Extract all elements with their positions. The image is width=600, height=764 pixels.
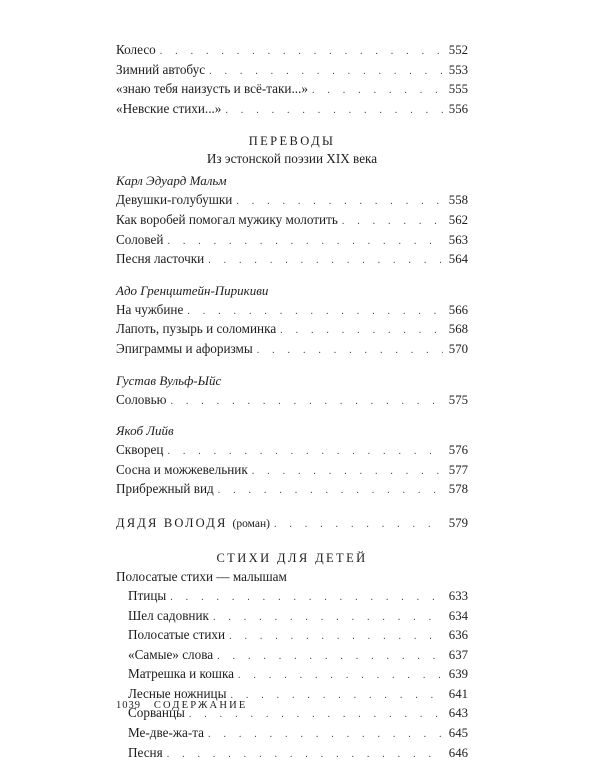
entry-page: 553 (448, 62, 468, 77)
entry-title: Соловью (116, 391, 167, 407)
entry-page: 568 (448, 322, 468, 337)
entry-title: «Самые» слова (128, 646, 214, 662)
dot-leader (187, 300, 443, 322)
entry-title: Песня ласточки (116, 251, 205, 267)
entry-page: 563 (448, 232, 468, 247)
running-title: СОДЕРЖАНИЕ (153, 700, 248, 711)
toc-entry-novel (116, 513, 468, 533)
toc-entry (116, 586, 468, 606)
dot-leader (236, 190, 443, 212)
entry-title: Сорванцы (128, 705, 185, 721)
toc-entry (116, 339, 468, 359)
dot-leader (229, 625, 443, 647)
entry-page: 646 (448, 745, 468, 760)
entry-page: 570 (448, 341, 468, 356)
dot-leader (274, 513, 443, 535)
entry-page: 575 (448, 392, 468, 407)
entry-title: Полосатые стихи (128, 627, 226, 643)
toc-entry (116, 460, 468, 480)
entry-page: 637 (448, 647, 468, 662)
dot-leader (217, 645, 443, 667)
toc-entry (116, 300, 468, 320)
toc-entry (116, 210, 468, 230)
dot-leader (160, 40, 443, 62)
toc-entry (116, 606, 468, 626)
entry-title: Скворец (116, 442, 164, 458)
entry-title: Эпиграммы и афоризмы (116, 340, 253, 356)
dot-leader (208, 249, 443, 271)
toc-entry (116, 390, 468, 410)
dot-leader (312, 79, 443, 101)
toc-column (116, 40, 468, 762)
author-name: Карл Эдуард Мальм (116, 173, 227, 189)
entry-page: 643 (448, 706, 468, 721)
entry-page: 555 (448, 82, 468, 97)
entry-page: 556 (448, 101, 468, 116)
entry-title: Зимний автобус (116, 61, 206, 77)
section-heading-translations: ПЕРЕВОДЫ (248, 134, 336, 149)
dot-leader (238, 664, 443, 686)
dot-leader (213, 606, 443, 628)
dot-leader (225, 99, 443, 121)
author-name: Густав Вульф-Ыйс (116, 372, 222, 388)
toc-entry (116, 479, 468, 499)
entry-title: Шел садовник (128, 607, 209, 623)
entry-title: Сосна и можжевельник (116, 461, 248, 477)
entry-page: 562 (448, 212, 468, 227)
dot-leader (208, 723, 443, 745)
author-name: Адо Гренцштейн-Пирикиви (116, 282, 269, 298)
novel-note: (роман) (232, 517, 270, 530)
entry-title: Лесные ножницы (128, 685, 227, 701)
children-group-title: Полосатые стихи — малышам (116, 568, 287, 584)
dot-leader (170, 586, 443, 608)
dot-leader (167, 440, 443, 462)
dot-leader (342, 210, 443, 232)
folio-number: 1039 (116, 700, 141, 711)
dot-leader (218, 479, 443, 501)
toc-entry (116, 440, 468, 460)
entry-title: Песня (128, 744, 163, 760)
entry-page: 645 (448, 726, 468, 741)
toc-entry (116, 743, 468, 763)
entry-title: Прибрежный вид (116, 481, 214, 497)
dot-leader (167, 230, 443, 252)
entry-page: 576 (448, 443, 468, 458)
entry-title: Птицы (128, 587, 167, 603)
entry-title: На чужбине (116, 301, 184, 317)
entry-title: «Невские стихи...» (116, 100, 222, 116)
author-name: Якоб Лийв (116, 423, 174, 439)
entry-page: 639 (448, 667, 468, 682)
entry-page: 552 (448, 43, 468, 57)
novel-title: ДЯДЯ ВОЛОДЯ (116, 515, 228, 530)
entry-page: 579 (448, 515, 468, 530)
section-heading-children: СТИХИ ДЛЯ ДЕТЕЙ (216, 550, 368, 565)
entry-title: Матрешка и кошка (128, 666, 235, 682)
entry-page: 633 (448, 588, 468, 603)
toc-entry (116, 40, 468, 60)
entry-title: Девушки-голубушки (116, 192, 233, 208)
toc-entry (116, 319, 468, 339)
entry-page: 636 (448, 628, 468, 643)
entry-title: Колесо (116, 42, 156, 57)
dot-leader (170, 390, 443, 412)
entry-page: 634 (448, 608, 468, 623)
entry-page: 577 (448, 462, 468, 477)
toc-entry (116, 625, 468, 645)
toc-entry (116, 99, 468, 119)
entry-page: 564 (448, 252, 468, 267)
entry-title: Ме-две-жа-та (128, 725, 205, 741)
dot-leader (257, 339, 443, 361)
dot-leader (280, 319, 443, 341)
toc-entry (116, 60, 468, 80)
toc-entry (116, 190, 468, 210)
toc-entry (116, 79, 468, 99)
entry-page: 558 (448, 193, 468, 208)
entry-title: Соловей (116, 231, 164, 247)
entry-title: Лапоть, пузырь и соломинка (116, 321, 277, 337)
poems-top-list (116, 40, 468, 118)
entry-page: 566 (448, 302, 468, 317)
entry-title: Как воробей помогал мужику молотить (116, 211, 338, 227)
dot-leader (252, 460, 443, 482)
toc-entry (116, 664, 468, 684)
running-footer (116, 700, 248, 711)
entry-page: 641 (448, 686, 468, 701)
toc-entry (116, 723, 468, 743)
toc-entry (116, 230, 468, 250)
subsection-heading: Из эстонской поэзии XIX века (206, 151, 378, 167)
toc-entry (116, 645, 468, 665)
entry-page: 578 (448, 482, 468, 497)
dot-leader (167, 743, 443, 764)
dot-leader (209, 60, 443, 82)
toc-entry (116, 249, 468, 269)
dot-leader (230, 684, 443, 706)
entry-title: «знаю тебя наизусть и всё-таки...» (116, 81, 308, 97)
